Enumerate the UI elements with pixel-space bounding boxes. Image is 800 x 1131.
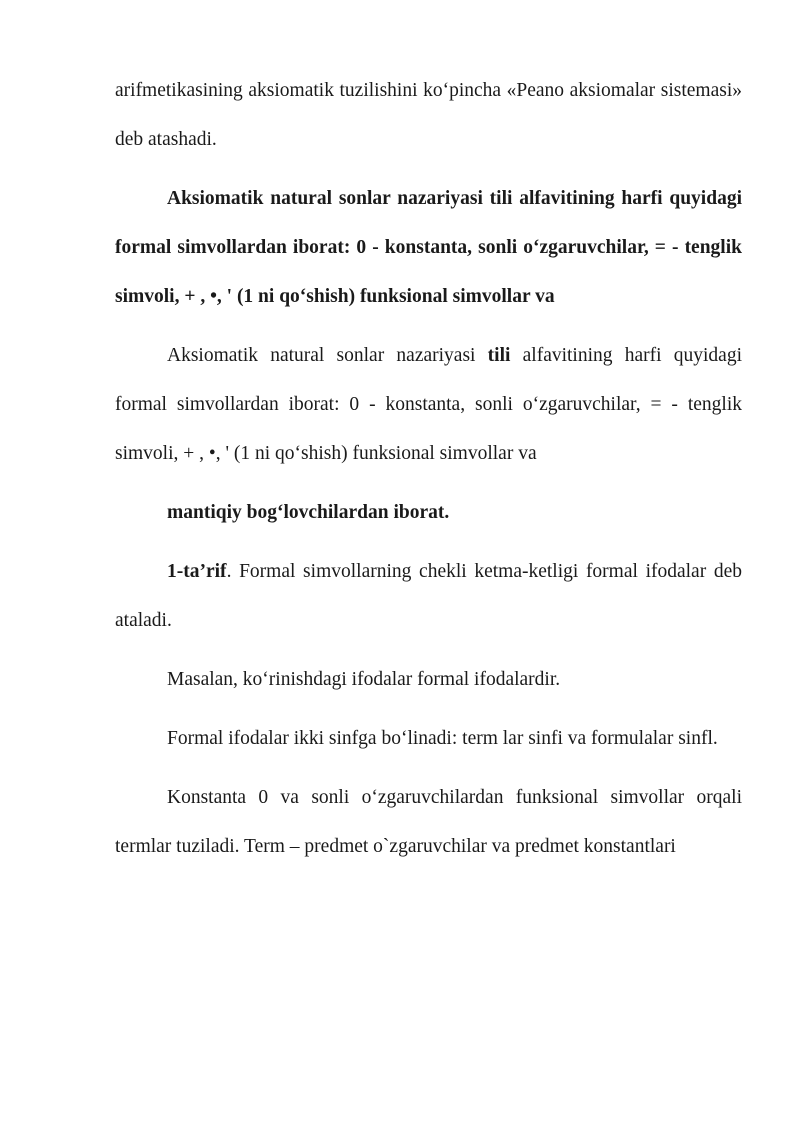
- document-page: [115, 66, 742, 881]
- paragraph-alphabet: [115, 331, 742, 478]
- paragraph-classes: Formal ifodalar ikki sinfga bo‘linadi: term lar sinfi va formulalar sinfl.: [167, 728, 718, 749]
- definition-text: . Formal simvollarning chekli ketma-ketligi formal ifodalar deb ataladi.: [115, 561, 742, 631]
- paragraph-connectives: mantiqiy bog‘lovchilardan iborat.: [167, 502, 450, 523]
- paragraph-terms: Konstanta 0 va sonli o‘zgaruvchilardan funksional simvollar orqali termlar tuziladi. Term – predmet o`zgaruvchilar va predmet konstantlari: [115, 787, 742, 857]
- paragraph-alphabet-bold-word: tili: [487, 345, 511, 366]
- paragraph-alphabet-text-a: Aksiomatik natural sonlar nazariyasi: [167, 345, 488, 366]
- paragraph-example: Masalan, ko‘rinishdagi ifodalar formal ifodalardir.: [167, 669, 561, 690]
- definition-label: 1-ta’rif: [167, 561, 227, 582]
- paragraph-definition-1: [115, 547, 742, 645]
- paragraph-alphabet-text-b: alfavitining harfi quyidagi formal simvollardan iborat: 0 - konstanta, sonli o‘zgaruvchilar, = - tenglik simvoli, + , •, ' (1 ni qo‘shish) funksional simvollar va: [115, 345, 742, 464]
- paragraph-bold-definition: Aksiomatik natural sonlar nazariyasi tili alfavitining harfi quyidagi formal simvollardan iborat: 0 - konstanta, sonli o‘zgaruvchilar, = - tenglik simvoli, + , •, ' (1 ni qo‘shish) funksional simvollar va: [115, 188, 742, 307]
- paragraph-continuation: arifmetikasining aksiomatik tuzilishini ko‘pincha «Peano aksiomalar sistemasi» deb atashadi.: [115, 80, 742, 150]
